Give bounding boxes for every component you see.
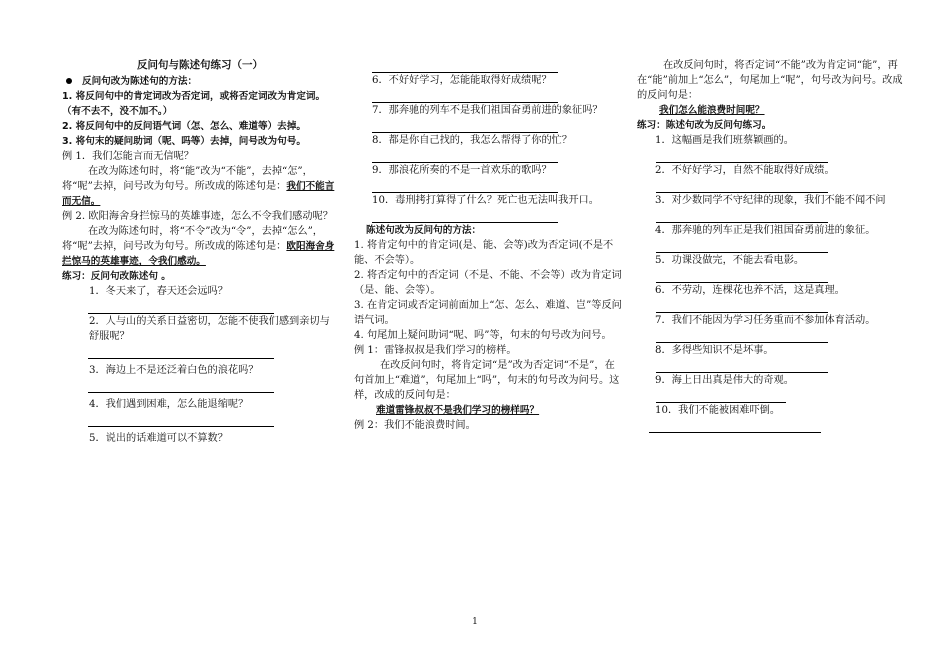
question-9: 9．那浪花所奏的不是一首欢乐的歌吗？ xyxy=(372,165,552,176)
question-3-10: 10．我们不能被困难吓倒。 xyxy=(655,405,781,416)
method-heading-text: 反问句改为陈述句的方法： xyxy=(82,76,198,87)
question-2: 2．人与山的关系日益密切，怎能不使我们感到亲切与舒服呢？ xyxy=(89,316,330,342)
answer-line[interactable] xyxy=(372,208,558,223)
question-8: 8．都是你自己找的，我怎么帮得了你的忙？ xyxy=(372,135,573,146)
practice-heading-2: 练习：陈述句改为反问句练习。 xyxy=(637,120,772,131)
rule-3: 3. 将句末的疑问助词（呢、吗等）去掉，问号改为句号。 xyxy=(62,136,306,147)
question-3-1: 1．这幅画是我们班蔡颖画的。 xyxy=(655,135,794,146)
answer-line[interactable] xyxy=(656,178,828,193)
answer-line[interactable] xyxy=(372,178,558,193)
answer-line[interactable] xyxy=(372,58,558,73)
answer-line[interactable] xyxy=(88,344,274,359)
question-3-4: 4．那奔驰的列车正是我们祖国奋勇前进的象征。 xyxy=(655,225,876,236)
method-heading-2: 陈述句改为反问句的方法： xyxy=(366,225,482,236)
question-3-8: 8．多得些知识不是坏事。 xyxy=(655,345,774,356)
question-4: 4．我们遇到困难，怎么能退缩呢？ xyxy=(89,399,249,410)
example-1-question: 例 1．我们怎能言而无信呢？ xyxy=(62,151,194,162)
question-3-9: 9．海上日出真是伟大的奇观。 xyxy=(655,375,794,386)
example-1-explanation-text: 在改为陈述句时，将“能”改为“不能”，去掉“怎”，将“呢”去掉，问号改为句号。所改成的陈述句是： xyxy=(62,166,313,192)
question-3-2: 2．不好好学习，自然不能取得好成绩。 xyxy=(655,165,835,176)
column-1 xyxy=(62,58,338,446)
example-4-answer: 我们怎么能浪费时间呢？ xyxy=(659,105,765,116)
answer-line[interactable] xyxy=(372,118,558,133)
question-1: 1．冬天来了，春天还会远吗？ xyxy=(89,286,228,297)
rule-2-3: 3. 在肯定词或否定词前面加上“怎、怎么、难道、岂”等反问语气词。 xyxy=(354,300,622,326)
rule-2-4: 4. 句尾加上疑问助词“呢、吗”等，句末的句号改为问号。 xyxy=(354,330,612,341)
answer-line[interactable] xyxy=(656,298,828,313)
question-3-5: 5．功课没做完，不能去看电影。 xyxy=(655,255,805,266)
answer-line[interactable] xyxy=(656,358,828,373)
question-5: 5．说出的话难道可以不算数？ xyxy=(89,433,228,444)
question-3-7: 7．我们不能因为学习任务重而不参加体育活动。 xyxy=(655,315,876,326)
bullet-icon xyxy=(66,78,72,84)
example-4-question: 例 2：我们不能浪费时间。 xyxy=(354,420,476,431)
answer-line[interactable] xyxy=(656,238,828,253)
answer-line[interactable] xyxy=(372,88,558,103)
example-3-answer-row xyxy=(354,403,624,418)
rule-2-1: 1. 将肯定句中的肯定词(是、能、会等)改为否定词(不是不能、不会等）。 xyxy=(354,240,614,266)
rule-2-2: 2. 将否定句中的否定词（不是、不能、不会等）改为肯定词（是、能、会等）。 xyxy=(354,270,622,296)
rule-2: 2. 将反问句中的反问语气词（怎、怎么、难道等）去掉。 xyxy=(62,121,306,132)
example-2-explanation xyxy=(62,224,338,269)
worksheet-title: 反问句与陈述句练习（一） xyxy=(137,59,263,71)
answer-line[interactable] xyxy=(656,328,828,343)
practice-heading: 练习：反问句改陈述句 。 xyxy=(62,271,171,282)
example-3-answer: 难道雷锋叔叔不是我们学习的榜样吗？ xyxy=(376,405,540,416)
question-3-3: 3．对少数同学不守纪律的现象，我们不能不闻不问 xyxy=(655,195,886,206)
answer-line[interactable] xyxy=(88,378,274,393)
question-3: 3．海边上不是还泛着白色的浪花吗？ xyxy=(89,365,259,376)
column-3 xyxy=(637,58,909,433)
answer-line[interactable] xyxy=(88,412,274,427)
example-3-question: 例 1：雷锋叔叔是我们学习的榜样。 xyxy=(354,345,517,356)
answer-line[interactable] xyxy=(656,208,828,223)
question-6: 6．不好好学习，怎能能取得好成绩呢？ xyxy=(372,75,552,86)
answer-line[interactable] xyxy=(656,148,828,163)
answer-line[interactable] xyxy=(372,148,558,163)
example-2-question: 例 2. 欧阳海舍身拦惊马的英雄事迹，怎么不令我们感动呢？ xyxy=(62,211,333,222)
example-1-explanation xyxy=(62,164,338,209)
example-3-explanation: 在改反问句时，将肯定词“是”改为否定词“不是”，在句首加上“难道”，句尾加上“吗”，句末的句号改为问号。这样，改成的反问句是： xyxy=(354,360,620,401)
page-number: 1 xyxy=(472,617,478,627)
example-2-explanation-text: 在改为陈述句时，将“不令”改为“令”，去掉“怎么”，将“呢”去掉，问号改为句号。所改成的陈述句是： xyxy=(62,226,323,252)
answer-line[interactable] xyxy=(88,299,274,314)
example-1-answer: 我们不能言而无信。 xyxy=(62,181,335,207)
example-2-answer: 欧阳海舍身拦惊马的英雄事迹，令我们感动。 xyxy=(62,241,335,267)
question-7: 7．那奔驰的列车不是我们祖国奋勇前进的象征吗？ xyxy=(372,105,603,116)
example-4-answer-row xyxy=(637,103,909,118)
answer-line[interactable] xyxy=(656,268,828,283)
column-2 xyxy=(354,58,624,433)
question-3-6: 6．不劳动，连棵花也养不活，这是真理。 xyxy=(655,285,845,296)
answer-line[interactable] xyxy=(649,418,821,433)
example-4-explanation: 在改反问句时，将否定词“不能”改为肯定词“能”，再在“能”前加上“怎么”，句尾加上“呢”，句号改为问号。改成的反问句是： xyxy=(637,60,903,101)
question-10: 10．毒刑拷打算得了什么？死亡也无法叫我开口。 xyxy=(372,195,599,206)
rule-1: 1. 将反问句中的肯定词改为否定词，或将否定词改为肯定词。（有不去不，没不加不。） xyxy=(62,91,326,117)
answer-line[interactable] xyxy=(656,388,786,403)
method-heading xyxy=(62,74,338,89)
